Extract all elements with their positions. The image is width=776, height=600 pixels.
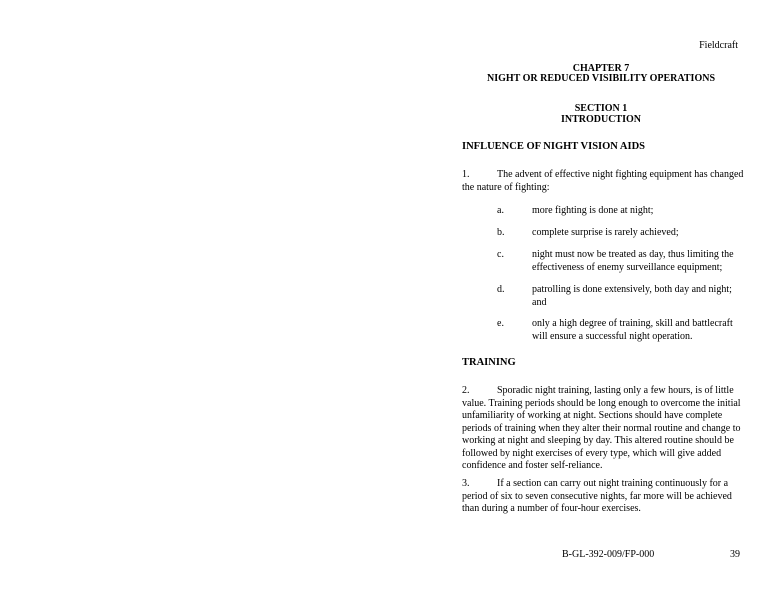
list-letter: a.	[497, 205, 504, 216]
list-letter: d.	[497, 284, 505, 295]
paragraph-number: 1.	[462, 169, 470, 180]
list-item	[497, 284, 745, 309]
paragraph-3	[462, 478, 744, 516]
paragraph-1	[462, 169, 744, 194]
paragraph-2	[462, 385, 744, 473]
heading-influence: INFLUENCE OF NIGHT VISION AIDS	[462, 141, 646, 152]
document-code: B-GL-392-009/FP-000	[562, 549, 655, 560]
paragraph-text: If a section can carry out night training continuously for a period of six to seven consecutive nights, far more will be achieved than during a number of four-hour exercises.	[462, 478, 732, 514]
heading-training: TRAINING	[462, 357, 516, 368]
list-letter: c.	[497, 249, 504, 260]
paragraph-text: The advent of effective night fighting equipment has changed the nature of fighting:	[462, 169, 744, 193]
chapter-number: CHAPTER 7	[572, 63, 630, 74]
section-title: INTRODUCTION	[560, 114, 641, 125]
list-text: patrolling is done extensively, both day and night; and	[532, 284, 732, 308]
list-text: complete surprise is rarely achieved;	[532, 227, 679, 238]
list-text: more fighting is done at night;	[532, 205, 654, 216]
list-letter: b.	[497, 227, 505, 238]
list-letter: e.	[497, 318, 504, 329]
page-number: 39	[730, 549, 740, 560]
list-item	[497, 318, 745, 343]
list-text: night must now be treated as day, thus limiting the effectiveness of enemy surveillance equipment;	[532, 249, 734, 273]
running-header: Fieldcraft	[699, 40, 738, 51]
list-item	[497, 205, 745, 218]
section-number: SECTION 1	[574, 103, 628, 114]
paragraph-number: 3.	[462, 478, 470, 489]
paragraph-number: 2.	[462, 385, 470, 396]
chapter-title: NIGHT OR REDUCED VISIBILITY OPERATIONS	[486, 73, 716, 84]
list-item	[497, 249, 745, 274]
paragraph-text: Sporadic night training, lasting only a few hours, is of little value. Training periods should be long enough to overcome the initial unfamiliarity of working at night. Sections should have complete periods of training when they alter their normal routine and change to working at night and sleeping by day. This altered routine should be followed by night exercises of every type, which will give added confidence and foster self-reliance.	[462, 385, 741, 471]
list-item	[497, 227, 745, 240]
list-text: only a high degree of training, skill and battlecraft will ensure a successful night operation.	[532, 318, 733, 342]
